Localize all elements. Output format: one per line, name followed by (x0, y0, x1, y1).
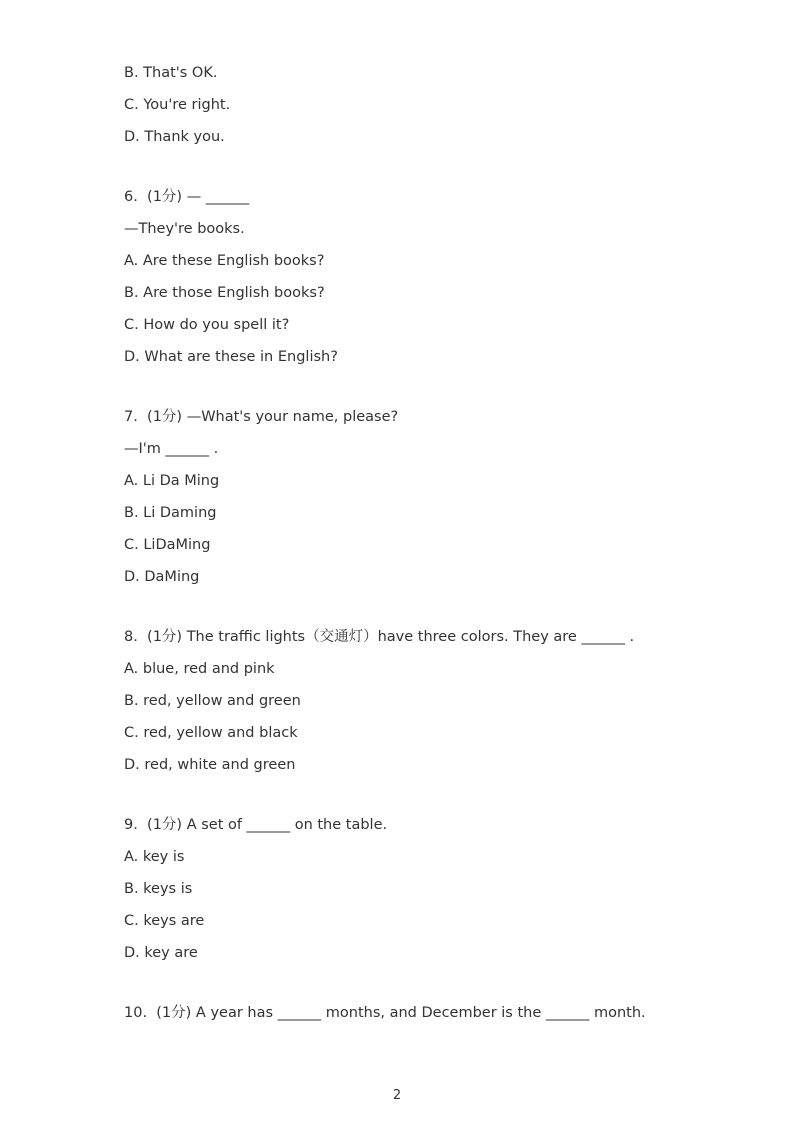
q9-stem: 9. (1分) A set of ______ on the table. (124, 817, 388, 833)
q6-option-c: C. How do you spell it? (124, 317, 290, 333)
q5-option-b: B. That's OK. (124, 65, 218, 81)
q6-option-a: A. Are these English books? (124, 253, 325, 269)
q6-option-d: D. What are these in English? (124, 349, 338, 365)
q6-stem: 6. (1分) — ______ (124, 189, 250, 205)
q8-stem: 8. (1分) The traffic lights（交通灯）have three colors. They are ______ . (124, 629, 635, 645)
q7-option-a: A. Li Da Ming (124, 473, 220, 489)
q7-option-b: B. Li Daming (124, 505, 217, 521)
page-number: 2 (392, 1088, 402, 1103)
q9-option-d: D. key are (124, 945, 198, 961)
q7-stem: 7. (1分) —What's your name, please? (124, 409, 399, 425)
q7-option-c: C. LiDaMing (124, 537, 211, 553)
q9-option-a: A. key is (124, 849, 185, 865)
q6-answer-line: —They're books. (124, 221, 245, 237)
q9-option-c: C. keys are (124, 913, 205, 929)
q10-stem: 10. (1分) A year has ______ months, and December is the ______ month. (124, 1005, 646, 1021)
q9-option-b: B. keys is (124, 881, 193, 897)
q5-option-d: D. Thank you. (124, 129, 225, 145)
q8-option-d: D. red, white and green (124, 757, 296, 773)
q8-option-b: B. red, yellow and green (124, 693, 301, 709)
q7-answer-line: —I'm ______ . (124, 441, 219, 457)
q5-option-c: C. You're right. (124, 97, 231, 113)
q8-option-c: C. red, yellow and black (124, 725, 298, 741)
q6-option-b: B. Are those English books? (124, 285, 325, 301)
q8-option-a: A. blue, red and pink (124, 661, 275, 677)
q7-option-d: D. DaMing (124, 569, 200, 585)
